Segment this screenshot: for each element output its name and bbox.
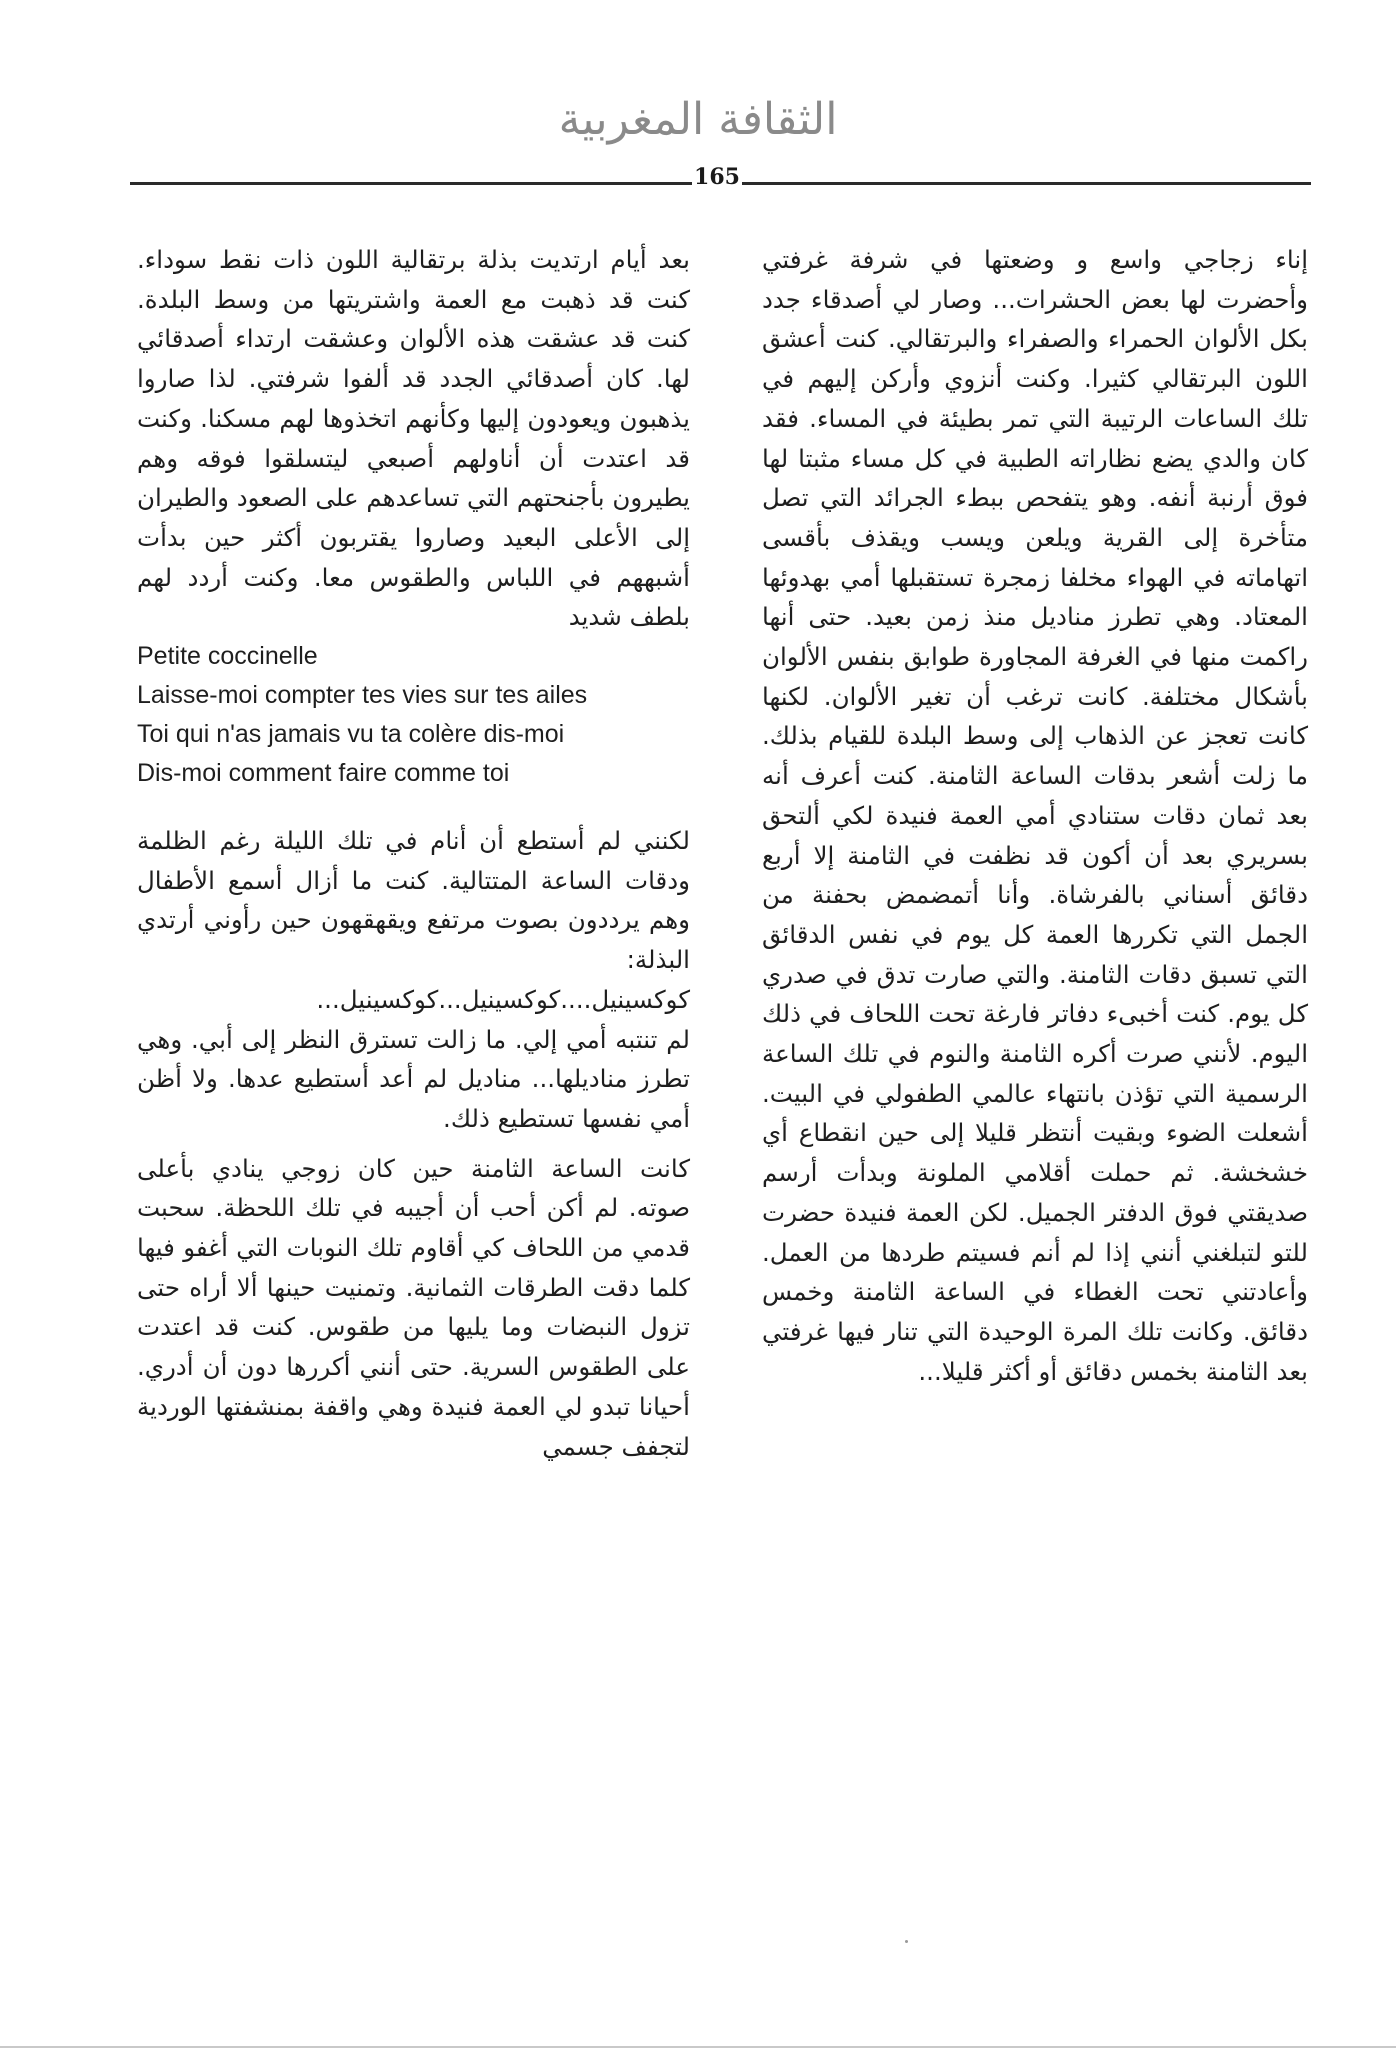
poem-line-1: Petite coccinelle bbox=[137, 642, 318, 671]
poem-line-4: Dis-moi comment faire comme toi bbox=[137, 759, 510, 788]
french-poem bbox=[137, 637, 690, 793]
left-paragraph-1: بعد أيام ارتديت بذلة برتقالية اللون ذات نقط سوداء. كنت قد ذهبت مع العمة واشتريتها من وسط البلدة. كنت قد عشقت هذه الألوان وعشقت ارتداء أصدقائي لها. كان أصدقائي الجدد قد ألفوا شرفتي. لذا صاروا يذهبون ويعودون إليها وكأنهم اتخذوها لهم مسكنا. وكنت قد اعتدت أن أناولهم أصبعي ليتسلقوا فوقه وهم يطيرون بأجنحتهم التي تساعدهم على الصعود والطيران إلى الأعلى البعيد وصاروا يقتربون أكثر حين بدأت أشبههم في اللباس والطقوس معا. وكنت أردد لهم بلطف شديد bbox=[137, 245, 690, 632]
poem-line-2: Laisse-moi compter tes vies sur tes ailes bbox=[137, 681, 588, 710]
left-paragraph-4: لم تنتبه أمي إلي. ما زالت تسترق النظر إلى أبي. وهي تطرز مناديلها... مناديل لم أعد أستطيع عدها. ولا أظن أمي نفسها تستطيع ذلك. bbox=[137, 1024, 690, 1133]
journal-title: الثقافة المغربية bbox=[558, 94, 838, 145]
scan-speck bbox=[905, 1940, 908, 1943]
poem-line-3: Toi qui n'as jamais vu ta colère dis-moi bbox=[137, 720, 565, 749]
right-column bbox=[762, 240, 1308, 1391]
left-column bbox=[137, 240, 690, 1466]
poem-spacer bbox=[137, 793, 690, 821]
left-paragraph-2: لكنني لم أستطع أن أنام في تلك الليلة رغم الظلمة ودقات الساعة المتتالية. كنت ما أزال أسمع الأطفال وهم يرددون بصوت مرتفع ويقهقهون حين رأوني أرتدي البذلة: bbox=[137, 826, 690, 975]
left-paragraph-5: كانت الساعة الثامنة حين كان زوجي ينادي بأعلى صوته. لم أكن أحب أن أجيبه في تلك اللحظة. سحبت قدمي من اللحاف كي أقاوم تلك النوبات التي أغفو فيها كلما دقت الطرقات الثمانية. وتمنيت حينها ألا أراه حتى تزول النبضات وما يليها من طقوس. كنت قد اعتدت على الطقوس السرية. حتى أنني أكررها دون أن أدري. أحيانا تبدو لي العمة فنيدة وهي واقفة بمنشفتها الوردية لتجفف جسمي bbox=[137, 1153, 690, 1461]
scan-bottom-edge bbox=[0, 2046, 1396, 2048]
right-paragraph-1: إناء زجاجي واسع و وضعتها في شرفة غرفتي وأحضرت لها بعض الحشرات... وصار لي أصدقاء جدد بكل الألوان الحمراء والصفراء والبرتقالي. كنت أعشق اللون البرتقالي كثيرا. وكنت أنزوي وأركن إليهم في تلك الساعات الرتيبة التي تمر بطيئة في المساء. فقد كان والدي يضع نظاراته الطبية في كل مساء مثبتا لها فوق أرنبة أنفه. وهو يتفحص ببطء الجرائد التي تصل متأخرة إلى القرية ويلعن ويسب ويقذف بأقسى اتهاماته في الهواء مخلفا زمجرة تستقبلها أمي بهدوئها المعتاد. وهي تطرز مناديل منذ زمن بعيد. حتى أنها راكمت منها في الغرفة المجاورة طوابق بنفس الألوان بأشكال مختلفة. كانت ترغب أن تغير الألوان. لكنها كانت تعجز عن الذهاب إلى وسط البلدة للقيام بذلك. ما زلت أشعر بدقات الساعة الثامنة. كنت أعرف أنه بعد ثمان دقات ستنادي أمي العمة فنيدة لكي ألتحق بسريري بعد أن أكون قد نظفت في الثامنة إلا أربع دقائق أسناني بالفرشاة. وأنا أتمضمض بحفنة من الجمل التي تكررها العمة كل يوم في نفس الدقائق التي تسبق دقات الثامنة. والتي صارت تدق في صدري كل يوم. كنت أخبىء دفاتر فارغة تحت اللحاف في ذلك اليوم. لأنني صرت أكره الثامنة والنوم في تلك الساعة الرسمية التي تؤذن بانتهاء عالمي الطفولي في البيت. أشعلت الضوء وبقيت أنتظر قليلا إلى حين انقطاع أي خشخشة. ثم حملت أقلامي الملونة وبدأت أرسم صديقتي فوق الدفتر الجميل. لكن العمة فنيدة حضرت للتو لتبلغني أنني إذا لم أنم فسيتم طردها من العمل. وأعادتني تحت الغطاء في الساعة الثامنة وخمس دقائق. وكانت تلك المرة الوحيدة التي تنار فيها غرفتي بعد الثامنة بخمس دقائق أو أكثر قليلا... bbox=[762, 245, 1308, 1386]
left-paragraph-3: كوكسينيل....كوكسينيل...كوكسينيل... bbox=[316, 984, 690, 1014]
header-rule-left bbox=[130, 182, 692, 185]
page-number: 165 bbox=[694, 164, 740, 190]
header-rule-right bbox=[742, 182, 1311, 185]
